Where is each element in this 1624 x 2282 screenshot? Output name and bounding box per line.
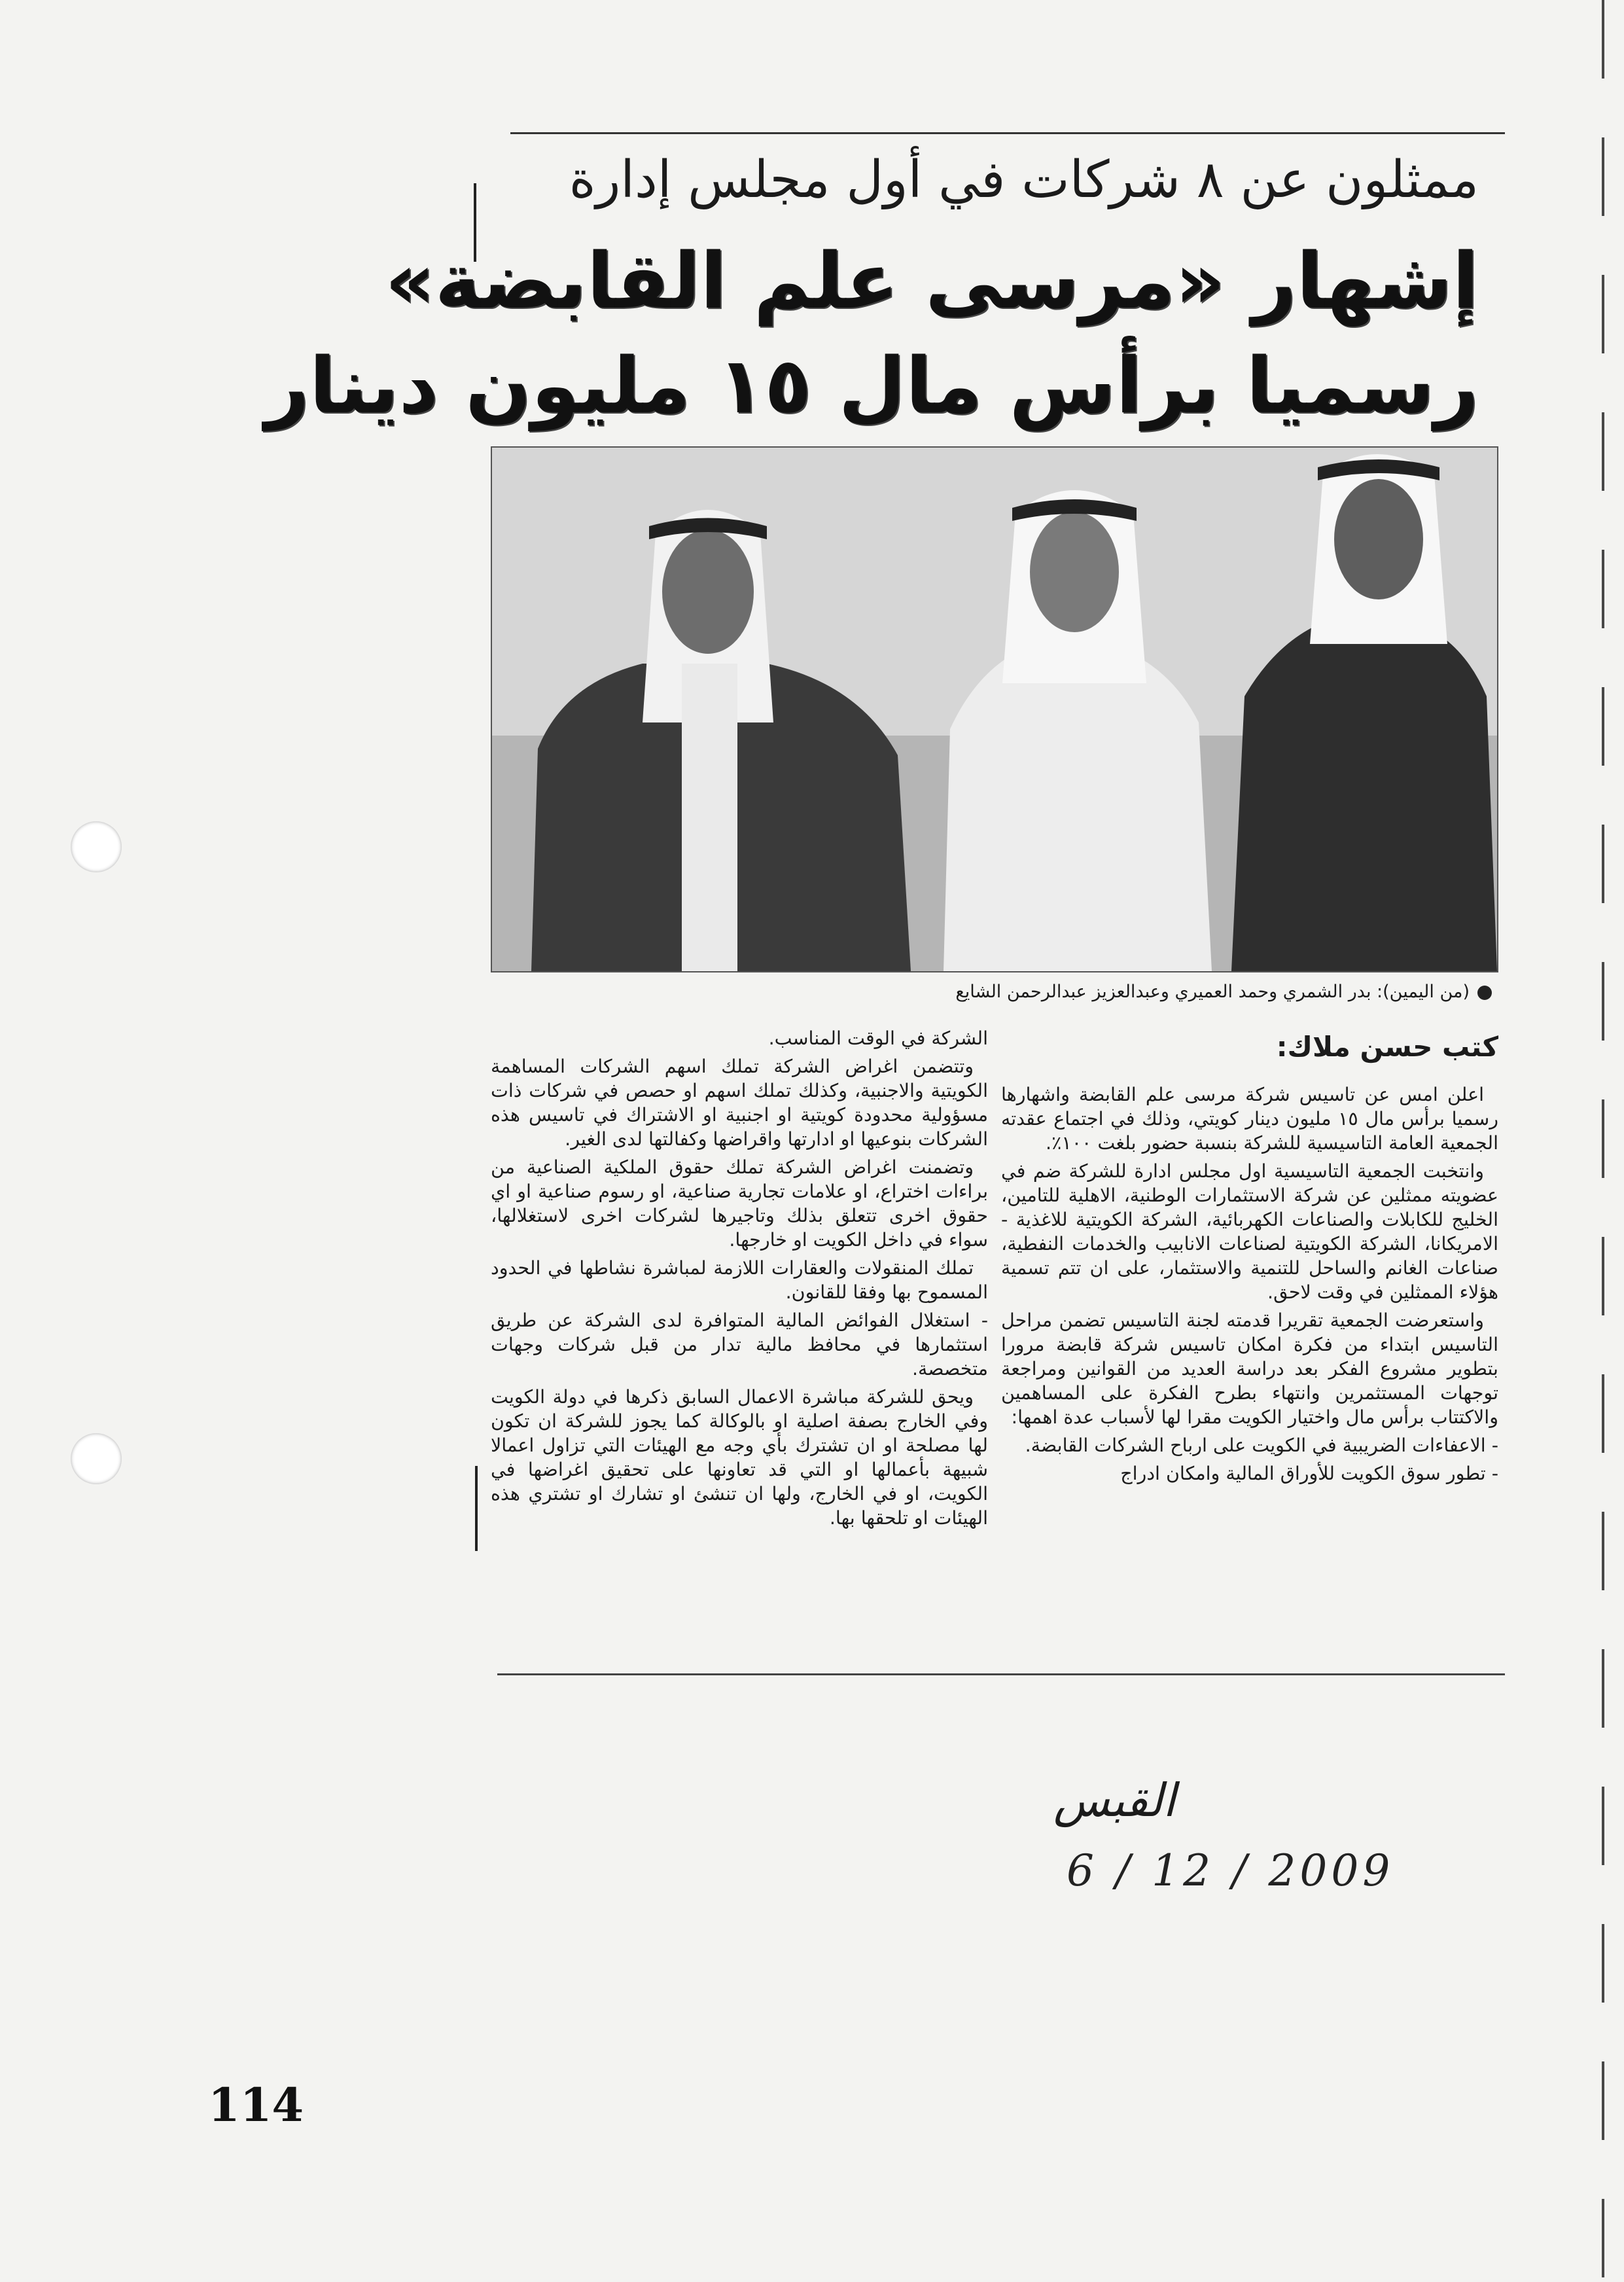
photo-illustration	[492, 448, 1497, 971]
binder-edge-marks	[1602, 0, 1604, 2282]
paragraph: وتتضمن اغراض الشركة تملك اسهم الشركات المساهمة الكويتية والاجنبية، وكذلك تملك اسهم او حصص في شركات ذات مسؤولية محدودة كويتية او اجنبية او الاشتراك في تاسيس هذه الشركات بنوعيها او ادارتها واقراضها وكفالتها لدى الغير.	[491, 1056, 988, 1150]
paragraph: الشركة في الوقت المناسب.	[768, 1027, 988, 1049]
headline-line-2: رسميا برأس مال ١٥ مليون دينار	[264, 340, 1479, 431]
photo-caption-text: (من اليمين): بدر الشمري وحمد العميري وعبدالعزيز عبدالرحمن الشايع	[955, 982, 1470, 1002]
punch-hole-top	[71, 821, 122, 872]
caption-bullet-icon	[1477, 986, 1492, 1000]
newspaper-article	[264, 124, 1505, 1682]
top-rule	[510, 132, 1505, 134]
photo-caption	[955, 982, 1492, 1002]
bottom-rule	[497, 1673, 1505, 1675]
paragraph: تملك المنقولات والعقارات اللازمة لمباشرة نشاطها في الحدود المسموح بها وفقا للقانون.	[491, 1257, 988, 1303]
article-kicker: ممثلون عن ٨ شركات في أول مجلس إدارة	[569, 151, 1479, 209]
article-column-left	[491, 1026, 988, 1534]
article-photo	[491, 446, 1498, 972]
article-column-right	[1001, 1027, 1498, 1489]
punch-hole-bottom	[71, 1433, 122, 1484]
headline-line-1: إشهار «مرسى علم القابضة»	[385, 236, 1479, 326]
paragraph: واستعرضت الجمعية تقريرا قدمته لجنة التاسيس تضمن مراحل التاسيس ابتداء من فكرة امكان تاسيس شركة قابضة مرورا بتطوير مشروع الفكر بعد دراسة العديد من القوانين ومراجعة توجهات المستثمرين وانتهاء بطرح الفكرة على المساهمين والاكتتاب برأس مال واختيار الكويت مقرا لها لأسباب عدة اهمها:	[1001, 1310, 1498, 1428]
list-item: - الاعفاءات الضريبية في الكويت على ارباح الشركات القابضة.	[1025, 1435, 1498, 1456]
list-item: - تطور سوق الكويت للأوراق المالية وامكان ادراج	[1120, 1463, 1498, 1484]
newspaper-name-handwritten: القبس	[1053, 1774, 1176, 1827]
byline: كتب حسن ملاك:	[1276, 1031, 1498, 1063]
list-item: - استغلال الفوائض المالية المتوافرة لدى الشركة عن طريق استثمارها في محافظ مالية تدار من قبل شركات وجهات متخصصة.	[491, 1310, 988, 1380]
paragraph: اعلن امس عن تاسيس شركة مرسى علم القابضة واشهارها رسميا برأس مال ١٥ مليون دينار كويتي، وذلك في اجتماع عقدته الجمعية العامة التاسيسية للشركة بنسبة حضور بلغت ١٠٠٪.	[1001, 1084, 1498, 1154]
page-number: 114	[208, 2078, 304, 2132]
paragraph: وتضمنت اغراض الشركة تملك حقوق الملكية الصناعية من براءات اختراع، او علامات تجارية صناعية، او رسوم صناعية او اي حقوق اخرى تتعلق بذلك وتاجيرها لشركات اخرى لاستغلالها، سواء في داخل الكويت او خارجها.	[491, 1156, 988, 1251]
paragraph: ويحق للشركة مباشرة الاعمال السابق ذكرها في دولة الكويت وفي الخارج بصفة اصلية او بالوكالة كما يجوز للشركة ان تكون لها مصلحة او ان تشترك بأي وجه مع الهيئات التي تزاول اعمالا شبيهة بأعمالها او التي قد تعاونها على تحقيق اغراضها في الكويت، او في الخارج، ولها ان تنشئ او تشارك او تشتري هذه الهيئات او تلحقها بها.	[491, 1386, 988, 1529]
margin-pen-mark	[475, 1466, 478, 1551]
paragraph: وانتخبت الجمعية التاسيسية اول مجلس ادارة للشركة ضم في عضويته ممثلين عن شركة الاستثمارات الوطنية، الاهلية للتامين، الخليج للكابلات والصناعات الكهربائية، الشركة الكويتية للاغذية - الامريكانا، الشركة الكويتية لصناعات الانابيب والخدمات النفطية، صناعات الغانم والساحل للتنمية والاستثمار، على ان تتم تسمية هؤلاء الممثلين في وقت لاحق.	[1001, 1160, 1498, 1303]
clipping-date-handwritten: 6 / 12 / 2009	[1067, 1845, 1394, 1896]
